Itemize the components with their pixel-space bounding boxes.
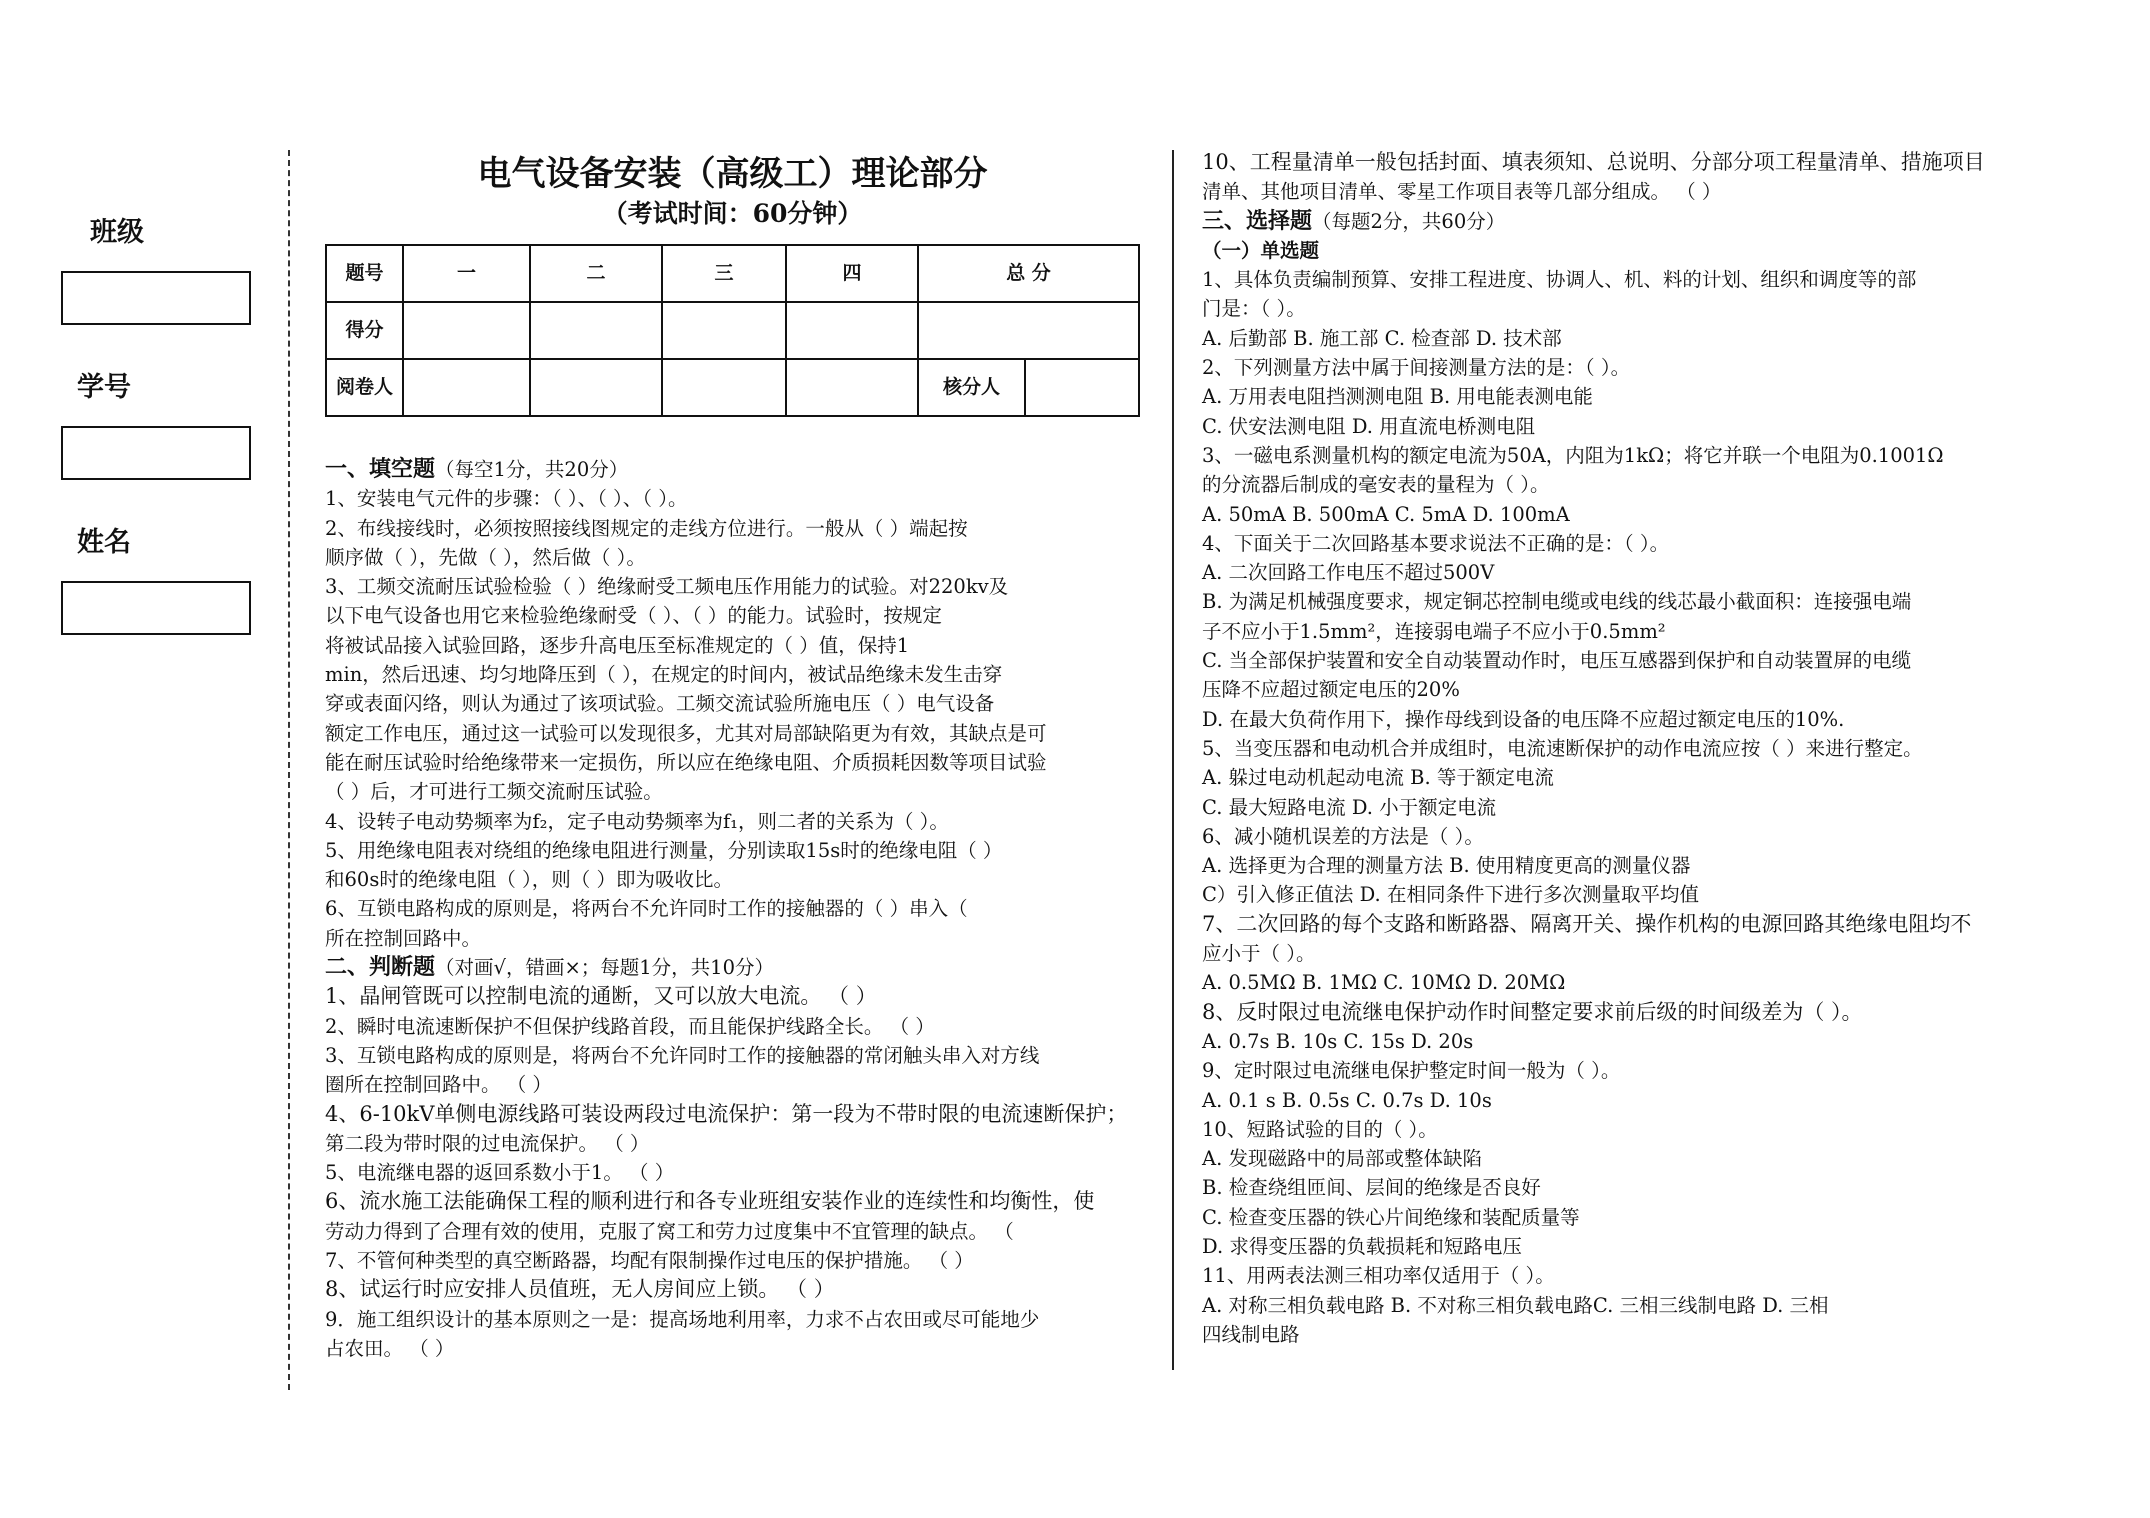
page-title: 电气设备安装（高级工）理论部分	[477, 154, 988, 194]
section-note: （每题2分，共60分）	[1312, 209, 1506, 233]
text-line: 劳动力得到了合理有效的使用，克服了窝工和劳力过度集中不宜管理的缺点。 （	[325, 1219, 1014, 1243]
text-line: 和60s时的绝缘电阻（ ），则（ ）即为吸收比。	[325, 868, 733, 892]
section-heading	[325, 953, 1140, 982]
text-line: 9．施工组织设计的基本原则之一是：提高场地利用率，力求不占农田或尽可能地少	[325, 1307, 1040, 1331]
text-line: 1、晶闸管既可以控制电流的通断，又可以放大电流。 （ ）	[325, 984, 877, 1009]
score-table-row	[326, 245, 1139, 302]
text-line: 2、布线接线时，必须按照接线图规定的走线方位进行。一般从（ ）端起按	[325, 516, 968, 540]
text-line: 门是：（ ）。	[1202, 297, 1306, 321]
text-line: A. 躲过电动机起动电流 B. 等于额定电流	[1202, 766, 1554, 790]
section-heading	[1202, 207, 2032, 236]
name-label: 姓名	[77, 527, 131, 558]
text-line: 7、二次回路的每个支路和断路器、隔离开关、操作机构的电源回路其绝缘电阻均不	[1202, 911, 1972, 936]
text-line: 额定工作电压，通过这一试验可以发现很多，尤其对局部缺陷更为有效，其缺点是可	[325, 721, 1047, 745]
student-id-field[interactable]	[61, 426, 251, 480]
text-line: 7、不管何种类型的真空断路器，均配有限制操作过电压的保护措施。 （ ）	[325, 1249, 974, 1273]
text-line: 所在控制回路中。	[325, 926, 482, 950]
text-line: C）引入修正值法 D. 在相同条件下进行多次测量取平均值	[1202, 883, 1699, 907]
section-title: 三、选择题	[1202, 207, 1313, 234]
text-line: 10、工程量清单一般包括封面、填表须知、总说明、分部分项工程量清单、措施项目	[1202, 150, 1985, 174]
text-line: 第二段为带时限的过电流保护。 （ ）	[325, 1131, 650, 1155]
column-divider	[1172, 150, 1174, 1370]
text-line: A. 后勤部 B. 施工部 C. 检查部 D. 技术部	[1202, 326, 1562, 350]
text-line: 圈所在控制回路中。 （ ）	[325, 1073, 552, 1097]
text-line: C. 最大短路电流 D. 小于额定电流	[1202, 795, 1497, 819]
text-line: 1、安装电气元件的步骤：（ ）、（ ）、（ ）。	[325, 487, 688, 511]
text-line: 5、电流继电器的返回系数小于1。 （ ）	[325, 1161, 675, 1185]
score-cell[interactable]	[403, 302, 530, 359]
table-cell: 二	[530, 245, 662, 302]
text-line: A. 对称三相负载电路 B. 不对称三相负载电路C. 三相三线制电路 D. 三相	[1202, 1293, 1829, 1317]
table-cell: 四	[786, 245, 918, 302]
table-cell: 阅卷人	[326, 359, 403, 416]
score-cell[interactable]	[662, 359, 786, 416]
text-line: C. 伏安法测电阻 D. 用直流电桥测电阻	[1202, 414, 1536, 438]
score-cell[interactable]	[786, 359, 918, 416]
text-line: C. 当全部保护装置和安全自动装置动作时，电压互感器到保护和自动装置屏的电缆	[1202, 649, 1912, 673]
score-cell[interactable]	[1025, 359, 1139, 416]
text-line: C. 检查变压器的铁心片间绝缘和装配质量等	[1202, 1205, 1580, 1229]
section-note: （对画√，错画×；每题1分，共10分）	[435, 956, 774, 980]
text-line: 压降不应超过额定电压的20%	[1202, 678, 1460, 702]
text-line: （ ）后，才可进行工频交流耐压试验。	[325, 780, 663, 804]
text-line: 1、具体负责编制预算、安排工程进度、协调人、机、料的计划、组织和调度等的部	[1202, 268, 1917, 292]
student-id-label: 学号	[77, 372, 131, 403]
text-line: 3、工频交流耐压试验检验（ ）绝缘耐受工频电压作用能力的试验。对220kv及	[325, 575, 1009, 599]
text-line: B. 检查绕组匝间、层间的绝缘是否良好	[1202, 1176, 1541, 1200]
text-line: 9、定时限过电流继电保护整定时间一般为（ ）。	[1202, 1059, 1621, 1083]
text-line: A. 二次回路工作电压不超过500V	[1202, 561, 1495, 585]
text-line: 6、减小随机误差的方法是（ ）。	[1202, 824, 1484, 848]
text-line: 5、用绝缘电阻表对绕组的绝缘电阻进行测量，分别读取15s时的绝缘电阻（ ）	[325, 838, 1003, 862]
table-cell: 总 分	[918, 245, 1139, 302]
text-line: 占农田。 （ ）	[325, 1336, 455, 1360]
binding-line	[288, 150, 290, 1390]
table-cell: 题号	[326, 245, 403, 302]
text-line: 6、流水施工法能确保工程的顺利进行和各专业班组安装作业的连续性和均衡性，使	[325, 1189, 1095, 1214]
text-line: A. 选择更为合理的测量方法 B. 使用精度更高的测量仪器	[1202, 854, 1691, 878]
text-line: 能在耐压试验时给绝缘带来一定损伤，所以应在绝缘电阻、介质损耗因数等项目试验	[325, 750, 1047, 774]
text-line: A. 0.7s B. 10s C. 15s D. 20s	[1202, 1029, 1474, 1053]
text-line: 将被试品接入试验回路，逐步升高电压至标准规定的（ ）值，保持1	[325, 633, 910, 657]
right-column	[1202, 148, 2032, 1349]
text-line: D. 求得变压器的负载损耗和短路电压	[1202, 1234, 1522, 1258]
score-cell[interactable]	[530, 302, 662, 359]
text-line: 4、设转子电动势频率为f₂，定子电动势频率为f₁，则二者的关系为（ ）。	[325, 809, 949, 833]
class-label: 班级	[90, 217, 144, 248]
text-line: A. 50mA B. 500mA C. 5mA D. 100mA	[1202, 502, 1570, 526]
text-line: 2、瞬时电流速断保护不但保护线路首段，而且能保护线路全长。 （ ）	[325, 1014, 935, 1038]
text-line: 的分流器后制成的毫安表的量程为（ ）。	[1202, 473, 1550, 497]
score-cell[interactable]	[918, 302, 1139, 359]
text-line: 子不应小于1.5mm²，连接弱电端子不应小于0.5mm²	[1202, 619, 1666, 643]
text-line: 4、6-10kV单侧电源线路可装设两段过电流保护：第一段为不带时限的电流速断保护；	[325, 1101, 1128, 1126]
text-line: 清单、其他项目清单、零星工作项目表等几部分组成。 （ ）	[1202, 180, 1722, 204]
text-line: 11、用两表法测三相功率仅适用于（ ）。	[1202, 1264, 1555, 1288]
subsection-title: （一）单选题	[1202, 238, 1320, 262]
class-field[interactable]	[61, 271, 251, 325]
section-title: 一、填空题	[325, 456, 436, 482]
score-table-row	[326, 359, 1139, 416]
text-line: A. 发现磁路中的局部或整体缺陷	[1202, 1147, 1482, 1171]
table-cell: 得分	[326, 302, 403, 359]
text-line: 穿或表面闪络，则认为通过了该项试验。工频交流试验所施电压（ ）电气设备	[325, 692, 995, 716]
score-cell[interactable]	[403, 359, 530, 416]
text-line: A. 0.1 s B. 0.5s C. 0.7s D. 10s	[1202, 1088, 1492, 1112]
left-column	[325, 152, 1140, 1363]
exam-time: （考试时间：60分钟）	[602, 199, 863, 228]
text-line: 10、短路试验的目的（ ）。	[1202, 1117, 1438, 1141]
text-line: 5、当变压器和电动机合并成组时，电流速断保护的动作电流应按（ ）来进行整定。	[1202, 736, 1923, 760]
section-note: （每空1分，共20分）	[435, 458, 629, 481]
score-cell[interactable]	[786, 302, 918, 359]
text-line: B. 为满足机械强度要求，规定铜芯控制电缆或电线的线芯最小截面积：连接强电端	[1202, 590, 1912, 614]
table-cell: 一	[403, 245, 530, 302]
text-line: A. 0.5MΩ B. 1MΩ C. 10MΩ D. 20MΩ	[1202, 971, 1566, 995]
score-table-row	[326, 302, 1139, 359]
text-line: 8、反时限过电流继电保护动作时间整定要求前后级的时间级差为（ ）。	[1202, 999, 1863, 1024]
score-table	[325, 244, 1140, 417]
name-field[interactable]	[61, 581, 251, 635]
score-cell[interactable]	[662, 302, 786, 359]
text-line: min，然后迅速、均匀地降压到（ ），在规定的时间内，被试品绝缘未发生击穿	[325, 663, 1003, 687]
text-line: 以下电气设备也用它来检验绝缘耐受（ ）、（ ）的能力。试验时，按规定	[325, 604, 942, 628]
text-line: 3、一磁电系测量机构的额定电流为50A，内阻为1kΩ；将它并联一个电阻为0.1001Ω	[1202, 443, 1944, 467]
text-line: 8、试运行时应安排人员值班，无人房间应上锁。 （ ）	[325, 1277, 835, 1302]
text-line: A. 万用表电阻挡测测电阻 B. 用电能表测电能	[1202, 385, 1593, 409]
table-cell: 三	[662, 245, 786, 302]
text-line: 6、互锁电路构成的原则是，将两台不允许同时工作的接触器的（ ）串入（	[325, 897, 968, 921]
text-line: 4、下面关于二次回路基本要求说法不正确的是：（ ）。	[1202, 531, 1670, 555]
section-title: 二、判断题	[325, 954, 436, 981]
student-info-sidebar	[55, 210, 265, 675]
text-line: 应小于（ ）。	[1202, 942, 1316, 966]
section-heading	[325, 455, 1140, 484]
text-line: D. 在最大负荷作用下，操作母线到设备的电压降不应超过额定电压的10%.	[1202, 707, 1845, 731]
score-cell[interactable]	[530, 359, 662, 416]
table-cell: 核分人	[918, 359, 1025, 416]
text-line: 顺序做（ ），先做（ ），然后做（ ）。	[325, 545, 646, 569]
text-line: 2、下列测量方法中属于间接测量方法的是：（ ）。	[1202, 356, 1631, 380]
text-line: 四线制电路	[1202, 1322, 1300, 1346]
text-line: 3、互锁电路构成的原则是，将两台不允许同时工作的接触器的常闭触头串入对方线	[325, 1043, 1040, 1067]
